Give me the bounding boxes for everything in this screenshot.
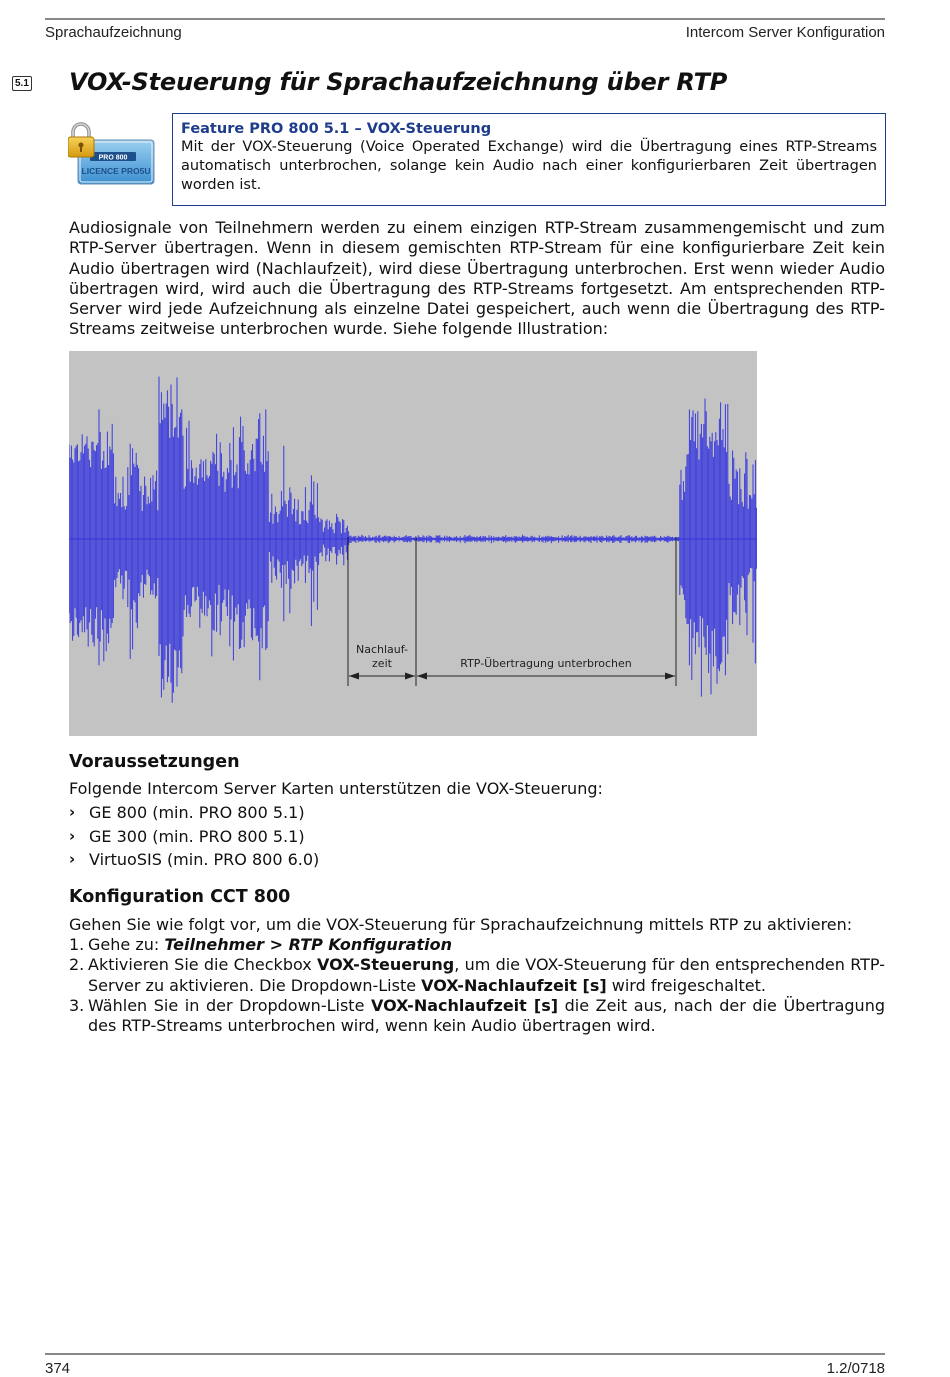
list-item: › GE 800 (min. PRO 800 5.1) [69, 801, 319, 825]
dropdown-name: VOX-Nachlaufzeit [s] [371, 995, 559, 1015]
label-rtp-unterbrochen: RTP-Übertragung unterbrochen [460, 657, 632, 670]
intro-paragraph: Audiosignale von Teilnehmern werden zu einem einzigen RTP-Stream zusammengemischt und zum RTP-Server übertragen. Wenn in diesem gemischten RTP-Stream für eine konfigurierbare Zeit kein Audio übertragen wird (Nachlaufzeit), wird diese Übertragung unterbrochen. Erst wenn wieder Audio übertragen wird, wird auch die Übertragung des RTP-Streams fortgesetzt. Am entsprechenden RTP-Server wird jede Aufzeichnung als einzelne Datei gespeichert, auch wenn die Übertragung des RTP-Streams zeitweise unterbrochen wurde. Siehe folgende Illustration: [69, 218, 885, 339]
license-badge [68, 122, 158, 186]
chevron-right-icon: › [69, 826, 76, 845]
badge-line1: PRO 800 [98, 154, 128, 162]
doc-version: 1.2/0718 [826, 1360, 885, 1377]
header-section-title: Sprachaufzeichnung [45, 24, 182, 41]
config-intro: Gehen Sie wie folgt vor, um die VOX-Steuerung für Sprachaufzeichnung mittels RTP zu aktivieren: [69, 915, 853, 934]
feature-info-box [172, 113, 886, 206]
header-rule [45, 18, 885, 20]
menu-path: Teilnehmer > RTP Konfiguration [164, 935, 452, 954]
step-2: 2. Aktivieren Sie die Checkbox VOX-Steuerung, um die VOX-Steuerung für den entsprechenden RTP-Server zu aktivieren. Die Dropdown-Liste VOX-Nachlaufzeit [s] wird freigeschaltet. [69, 955, 885, 995]
badge-line2: LICENCE PRO5U [81, 166, 151, 176]
dropdown-name: VOX-Nachlaufzeit [s] [421, 975, 607, 995]
footer-rule [45, 1353, 885, 1355]
chevron-right-icon: › [69, 850, 76, 868]
checkbox-name: VOX-Steuerung [317, 955, 455, 975]
requirements-list [69, 801, 319, 872]
chevron-right-icon: › [69, 803, 76, 821]
header-chapter-title: Intercom Server Konfiguration [685, 24, 885, 41]
config-heading: Konfiguration CCT 800 [69, 887, 291, 907]
page-number: 374 [45, 1360, 71, 1377]
padlock-icon [68, 124, 94, 157]
config-steps [69, 935, 885, 1036]
step-3: 3. Wählen Sie in der Dropdown-Liste VOX-Nachlaufzeit [s] die Zeit aus, nach der die Übertragung des RTP-Streams unterbrochen wird, wenn kein Audio übertragen wird. [69, 995, 885, 1036]
requirements-heading: Voraussetzungen [69, 752, 240, 772]
label-nachlauf-line1: Nachlauf- [356, 643, 408, 656]
step-1: 1. Gehe zu: Teilnehmer > RTP Konfiguration [69, 935, 452, 954]
version-badge: 5.1 [12, 76, 32, 91]
feature-text: Mit der VOX-Steuerung (Voice Operated Exchange) wird die Übertragung eines RTP-Streams automatisch unterbrochen, solange kein Audio nach einer konfigurierbaren Zeit übertragen worden ist. [181, 139, 877, 193]
page-title: VOX-Steuerung für Sprachaufzeichnung über RTP [69, 68, 728, 96]
requirements-intro: Folgende Intercom Server Karten unterstützen die VOX-Steuerung: [69, 779, 603, 798]
waveform-illustration [69, 351, 757, 736]
label-nachlauf-line2: zeit [372, 657, 392, 670]
list-item: › VirtuoSIS (min. PRO 800 6.0) [69, 848, 319, 872]
feature-title: Feature PRO 800 5.1 – VOX-Steuerung [181, 121, 492, 137]
list-item: › GE 300 (min. PRO 800 5.1) [69, 825, 319, 849]
